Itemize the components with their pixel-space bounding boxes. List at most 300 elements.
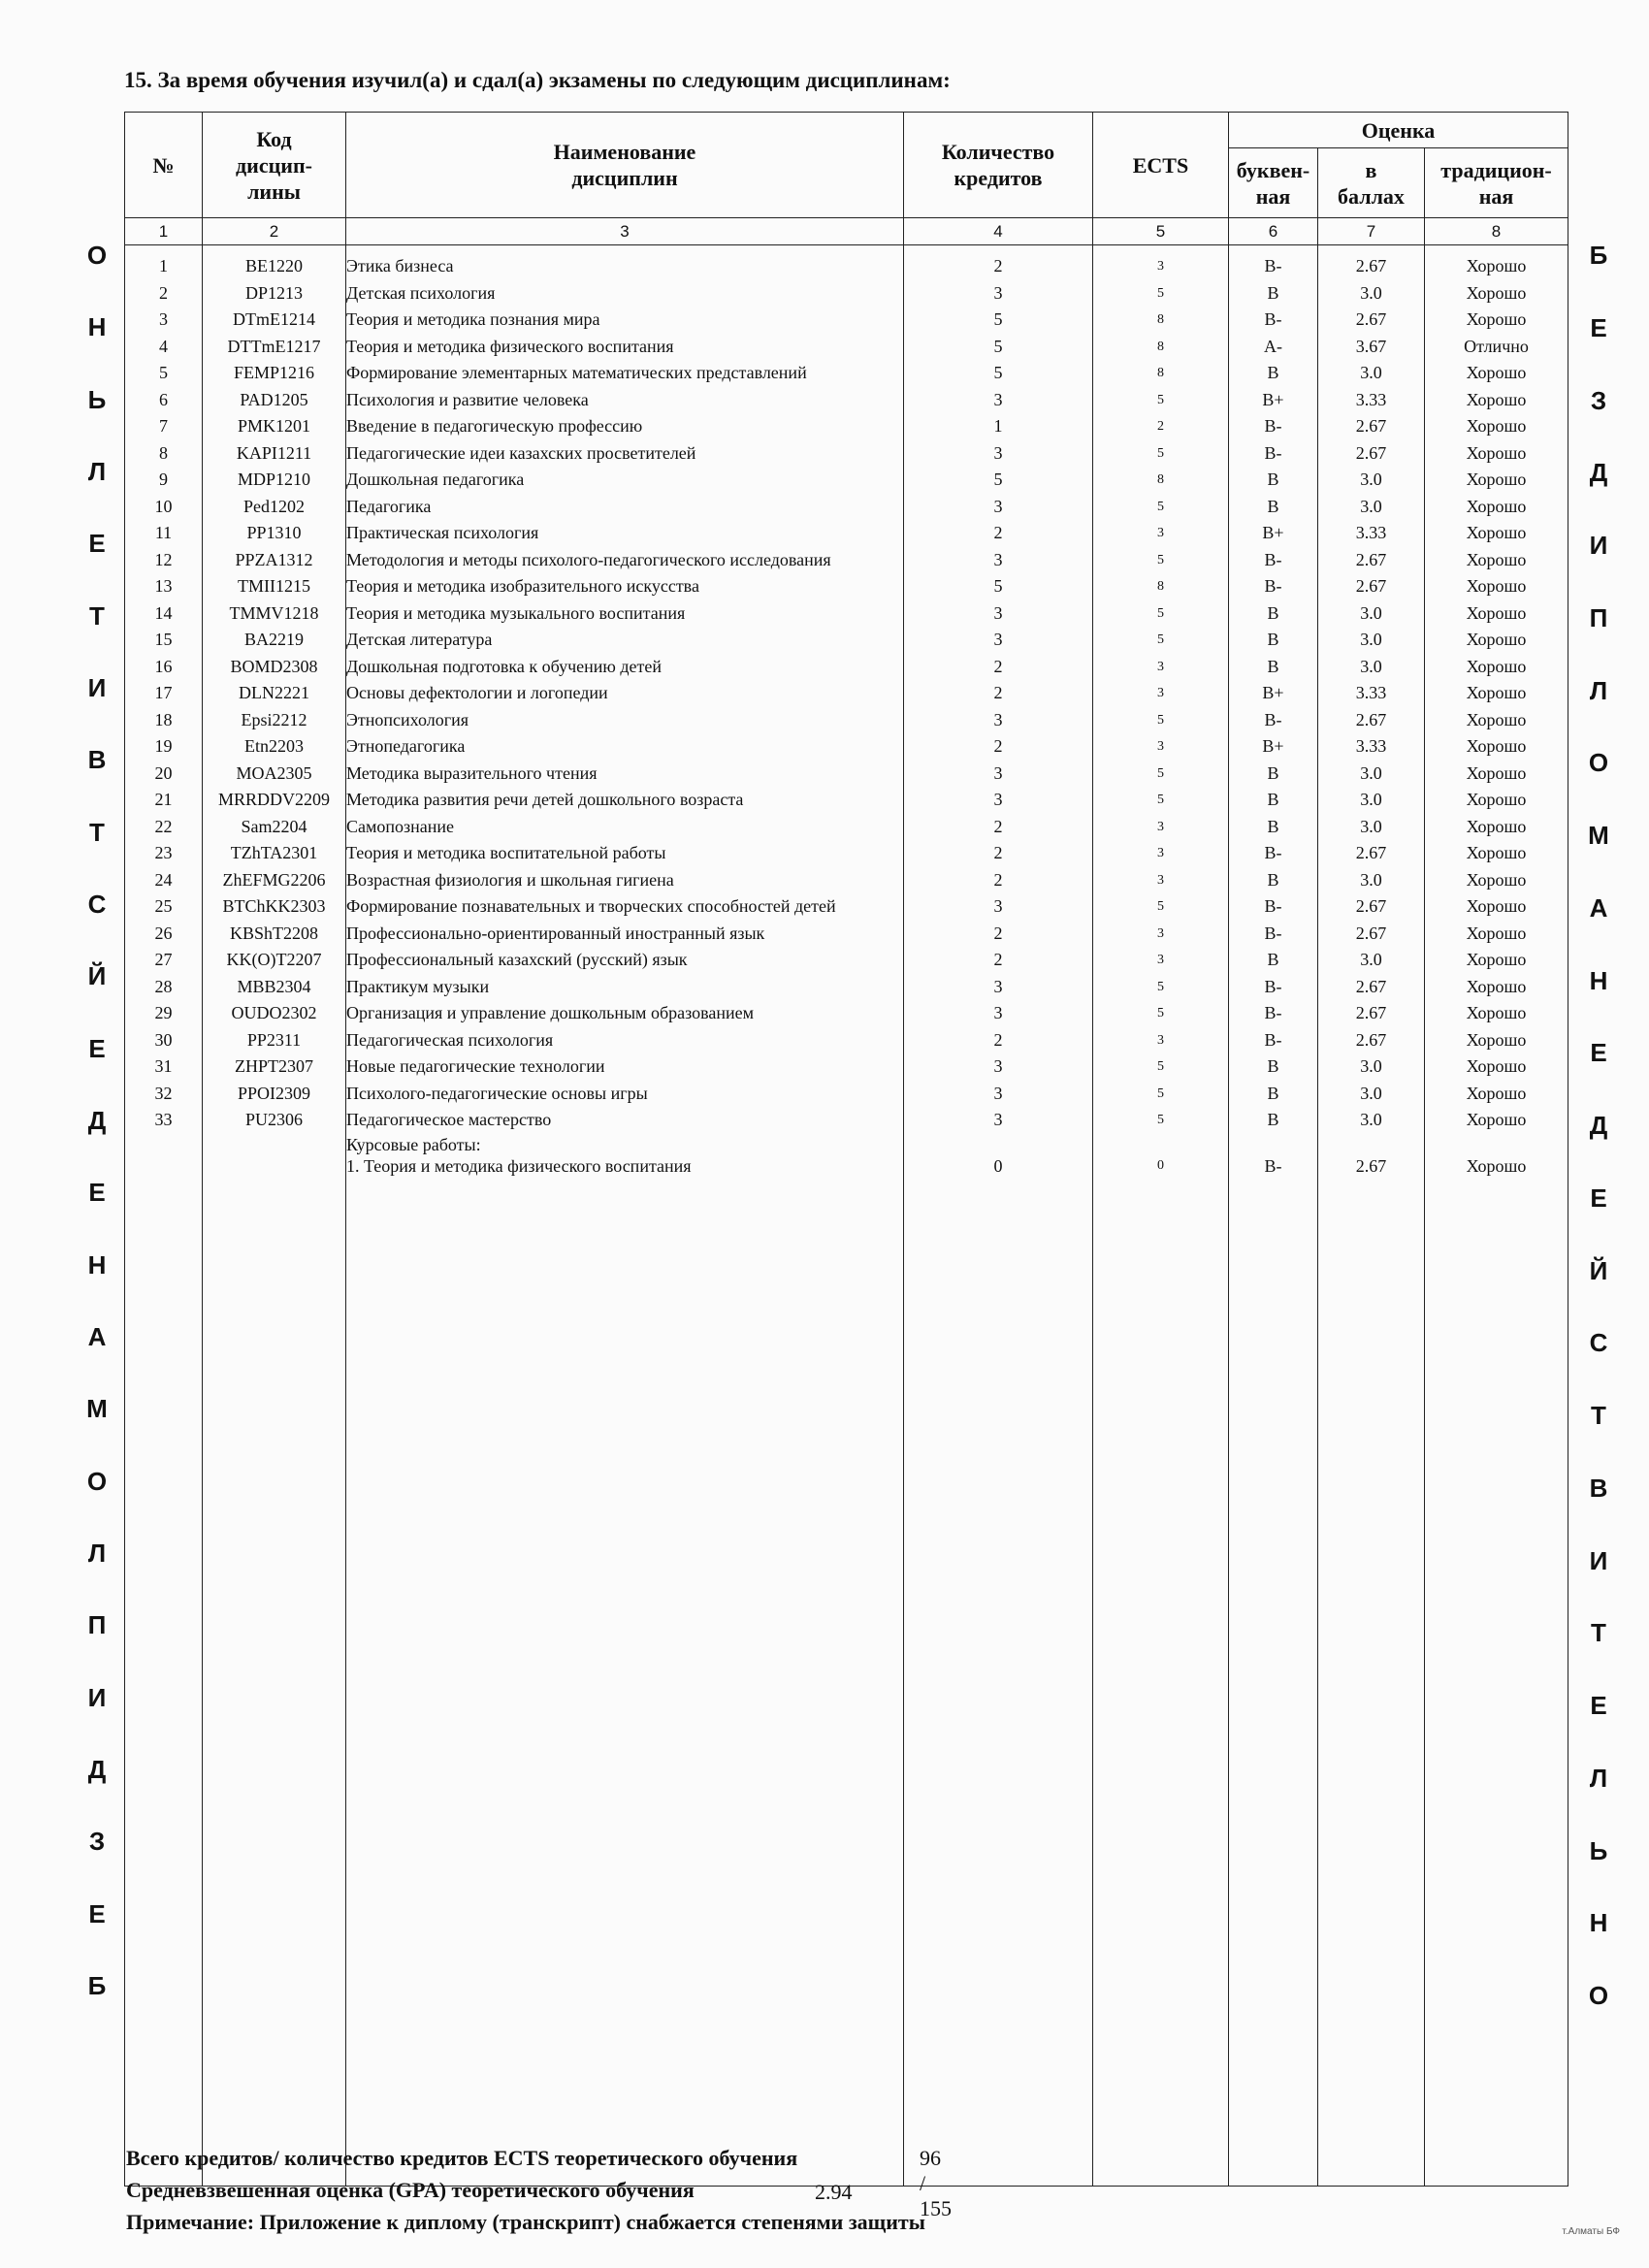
ects-cell: 8 xyxy=(1093,307,1229,334)
table-row xyxy=(125,547,1568,574)
discipline-name: Дошкольная педагогика xyxy=(346,467,904,494)
table-row xyxy=(125,1107,1568,1134)
coursework-number xyxy=(125,1134,203,1177)
grade-points: 3.0 xyxy=(1318,787,1425,814)
traditional-grade: Хорошо xyxy=(1425,520,1568,547)
column-number: 1 xyxy=(125,218,203,245)
table-row xyxy=(125,974,1568,1001)
row-number: 29 xyxy=(125,1000,203,1027)
row-number: 23 xyxy=(125,840,203,867)
coursework-points: 2.67 xyxy=(1318,1134,1425,1177)
coursework-ects: 0 xyxy=(1093,1134,1229,1177)
empty-cell xyxy=(1318,1177,1425,2187)
row-number: 32 xyxy=(125,1081,203,1108)
discipline-code: ZhEFMG2206 xyxy=(203,867,346,894)
letter-grade: B xyxy=(1229,1107,1318,1134)
credits-cell: 2 xyxy=(904,840,1093,867)
letter-grade: B+ xyxy=(1229,387,1318,414)
discipline-name: Формирование элементарных математических представлений xyxy=(346,360,904,387)
letter-grade: B xyxy=(1229,1053,1318,1081)
side-letter: Е xyxy=(88,529,106,559)
letter-grade: B- xyxy=(1229,893,1318,921)
coursework-credits: 0 xyxy=(904,1134,1093,1177)
table-row xyxy=(125,867,1568,894)
discipline-code: PAD1205 xyxy=(203,387,346,414)
credits-cell: 2 xyxy=(904,245,1093,280)
traditional-grade: Хорошо xyxy=(1425,413,1568,440)
side-letter: А xyxy=(87,1321,107,1351)
row-number: 6 xyxy=(125,387,203,414)
row-number: 27 xyxy=(125,947,203,974)
side-letter: О xyxy=(86,241,108,270)
table-row xyxy=(125,1053,1568,1081)
ects-cell: 5 xyxy=(1093,707,1229,734)
letter-grade: B xyxy=(1229,1081,1318,1108)
grade-points: 3.0 xyxy=(1318,360,1425,387)
credits-cell: 3 xyxy=(904,280,1093,308)
col-header-letter: буквен-ная xyxy=(1229,148,1318,218)
coursework-title: Курсовые работы: xyxy=(346,1134,481,1154)
discipline-name: Этика бизнеса xyxy=(346,245,904,280)
column-number: 2 xyxy=(203,218,346,245)
row-number: 22 xyxy=(125,814,203,841)
coursework-item: 1. Теория и методика физического воспитания xyxy=(346,1155,692,1176)
discipline-code: PMK1201 xyxy=(203,413,346,440)
credits-cell: 3 xyxy=(904,494,1093,521)
credits-cell: 3 xyxy=(904,600,1093,628)
ects-cell: 8 xyxy=(1093,360,1229,387)
letter-grade: B xyxy=(1229,787,1318,814)
side-letter: Л xyxy=(1589,675,1608,705)
row-number: 7 xyxy=(125,413,203,440)
grade-points: 2.67 xyxy=(1318,893,1425,921)
letter-grade: B- xyxy=(1229,1000,1318,1027)
ects-cell: 8 xyxy=(1093,467,1229,494)
grades-body xyxy=(125,245,1568,2187)
credits-cell: 5 xyxy=(904,360,1093,387)
grade-points: 3.0 xyxy=(1318,947,1425,974)
ects-cell: 5 xyxy=(1093,787,1229,814)
grade-points: 2.67 xyxy=(1318,245,1425,280)
col-header-credits: Количество кредитов xyxy=(904,113,1093,218)
footer-note: Примечание: Приложение к диплому (транскрипт) снабжается степенями защиты xyxy=(126,2210,925,2234)
side-letter: С xyxy=(1589,1328,1608,1358)
footer-credits-value: 96 / 155 xyxy=(920,2146,952,2220)
credits-cell: 3 xyxy=(904,974,1093,1001)
side-letter: Е xyxy=(88,1033,106,1063)
discipline-code: BOMD2308 xyxy=(203,654,346,681)
traditional-grade: Хорошо xyxy=(1425,1027,1568,1054)
grade-points: 2.67 xyxy=(1318,440,1425,468)
traditional-grade: Хорошо xyxy=(1425,893,1568,921)
discipline-name: Теория и методика музыкального воспитания xyxy=(346,600,904,628)
credits-cell: 3 xyxy=(904,1000,1093,1027)
grade-points: 2.67 xyxy=(1318,1000,1425,1027)
table-row xyxy=(125,947,1568,974)
row-number: 4 xyxy=(125,334,203,361)
row-number: 20 xyxy=(125,761,203,788)
side-letter: М xyxy=(1588,821,1609,850)
grade-points: 2.67 xyxy=(1318,413,1425,440)
ects-cell: 5 xyxy=(1093,600,1229,628)
discipline-name: Педагогическая психология xyxy=(346,1027,904,1054)
side-letter: И xyxy=(87,672,107,702)
footer-credits-label: Всего кредитов/ количество кредитов ECTS теоретического обучения xyxy=(126,2146,798,2170)
side-letter: Т xyxy=(1591,1401,1606,1430)
side-letter: О xyxy=(86,1466,108,1496)
grade-points: 2.67 xyxy=(1318,1027,1425,1054)
discipline-code: PPOI2309 xyxy=(203,1081,346,1108)
side-letter: Б xyxy=(1589,241,1608,270)
traditional-grade: Хорошо xyxy=(1425,307,1568,334)
ects-cell: 3 xyxy=(1093,1027,1229,1054)
grade-points: 2.67 xyxy=(1318,547,1425,574)
credits-cell: 3 xyxy=(904,1053,1093,1081)
side-letter: Д xyxy=(1589,458,1608,488)
credits-cell: 2 xyxy=(904,814,1093,841)
letter-grade: B xyxy=(1229,360,1318,387)
page-heading: 15. За время обучения изучил(а) и сдал(а) экзамены по следующим дисциплинам: xyxy=(124,68,951,92)
letter-grade: B- xyxy=(1229,307,1318,334)
discipline-code: TMII1215 xyxy=(203,573,346,600)
grade-points: 3.0 xyxy=(1318,494,1425,521)
table-row xyxy=(125,733,1568,761)
discipline-code: Etn2203 xyxy=(203,733,346,761)
row-number: 18 xyxy=(125,707,203,734)
side-letter: О xyxy=(1588,1981,1609,2010)
row-number: 12 xyxy=(125,547,203,574)
letter-grade: B- xyxy=(1229,921,1318,948)
discipline-name: Этнопсихология xyxy=(346,707,904,734)
credits-cell: 3 xyxy=(904,547,1093,574)
letter-grade: B- xyxy=(1229,707,1318,734)
grade-points: 2.67 xyxy=(1318,573,1425,600)
grade-points: 3.0 xyxy=(1318,761,1425,788)
coursework-row xyxy=(125,1134,1568,1177)
traditional-grade: Хорошо xyxy=(1425,840,1568,867)
ects-cell: 5 xyxy=(1093,1053,1229,1081)
side-letter: Д xyxy=(87,1105,107,1135)
grade-points: 3.67 xyxy=(1318,334,1425,361)
ects-cell: 3 xyxy=(1093,245,1229,280)
discipline-code: ZHPT2307 xyxy=(203,1053,346,1081)
discipline-code: PP2311 xyxy=(203,1027,346,1054)
grade-points: 3.33 xyxy=(1318,680,1425,707)
credits-cell: 3 xyxy=(904,893,1093,921)
empty-cell xyxy=(904,1177,1093,2187)
letter-grade: B+ xyxy=(1229,680,1318,707)
ects-cell: 3 xyxy=(1093,921,1229,948)
ects-cell: 2 xyxy=(1093,413,1229,440)
traditional-grade: Хорошо xyxy=(1425,947,1568,974)
traditional-grade: Отлично xyxy=(1425,334,1568,361)
table-row xyxy=(125,413,1568,440)
side-letter: Й xyxy=(87,961,107,991)
discipline-name: Введение в педагогическую профессию xyxy=(346,413,904,440)
discipline-code: PPZA1312 xyxy=(203,547,346,574)
side-letter: В xyxy=(1589,1473,1608,1503)
table-row xyxy=(125,1081,1568,1108)
discipline-name: Педагогика xyxy=(346,494,904,521)
discipline-code: FEMP1216 xyxy=(203,360,346,387)
column-number: 5 xyxy=(1093,218,1229,245)
empty-cell xyxy=(1229,1177,1318,2187)
credits-cell: 3 xyxy=(904,627,1093,654)
grade-points: 3.0 xyxy=(1318,867,1425,894)
row-number: 28 xyxy=(125,974,203,1001)
traditional-grade: Хорошо xyxy=(1425,494,1568,521)
row-number: 19 xyxy=(125,733,203,761)
discipline-name: Формирование познавательных и творческих способностей детей xyxy=(346,893,904,921)
side-letter: П xyxy=(1589,602,1608,632)
coursework-code xyxy=(203,1134,346,1177)
ects-cell: 3 xyxy=(1093,654,1229,681)
side-letter: П xyxy=(87,1610,107,1640)
side-letter: Е xyxy=(88,1898,106,1928)
traditional-grade: Хорошо xyxy=(1425,387,1568,414)
discipline-code: KAPI1211 xyxy=(203,440,346,468)
table-row xyxy=(125,893,1568,921)
side-letter: Н xyxy=(1589,965,1608,995)
column-number: 4 xyxy=(904,218,1093,245)
grade-points: 2.67 xyxy=(1318,840,1425,867)
grade-points: 2.67 xyxy=(1318,307,1425,334)
letter-grade: B- xyxy=(1229,440,1318,468)
side-letter: Е xyxy=(1590,312,1607,342)
discipline-name: Психолого-педагогические основы игры xyxy=(346,1081,904,1108)
side-letter: Ь xyxy=(87,384,107,414)
table-row xyxy=(125,494,1568,521)
discipline-name: Профессиональный казахский (русский) язык xyxy=(346,947,904,974)
discipline-name: Педагогические идеи казахских просветителей xyxy=(346,440,904,468)
credits-cell: 2 xyxy=(904,947,1093,974)
discipline-code: DTTmE1217 xyxy=(203,334,346,361)
letter-grade: B xyxy=(1229,467,1318,494)
traditional-grade: Хорошо xyxy=(1425,467,1568,494)
credits-cell: 2 xyxy=(904,654,1093,681)
discipline-name: Методика развития речи детей дошкольного возраста xyxy=(346,787,904,814)
table-row xyxy=(125,761,1568,788)
ects-cell: 5 xyxy=(1093,547,1229,574)
row-number: 5 xyxy=(125,360,203,387)
coursework-letter: B- xyxy=(1229,1134,1318,1177)
letter-grade: B- xyxy=(1229,840,1318,867)
traditional-grade: Хорошо xyxy=(1425,1053,1568,1081)
grade-points: 3.0 xyxy=(1318,654,1425,681)
side-letter: Й xyxy=(1589,1255,1608,1285)
credits-cell: 2 xyxy=(904,867,1093,894)
ects-cell: 5 xyxy=(1093,440,1229,468)
ects-cell: 5 xyxy=(1093,1107,1229,1134)
column-number: 6 xyxy=(1229,218,1318,245)
letter-grade: B xyxy=(1229,627,1318,654)
discipline-code: TZhTA2301 xyxy=(203,840,346,867)
letter-grade: B xyxy=(1229,654,1318,681)
ects-cell: 5 xyxy=(1093,974,1229,1001)
ects-cell: 5 xyxy=(1093,1081,1229,1108)
row-number: 21 xyxy=(125,787,203,814)
empty-cell xyxy=(1425,1177,1568,2187)
credits-cell: 3 xyxy=(904,387,1093,414)
empty-filler-row xyxy=(125,1177,1568,2187)
col-header-name: Наименование дисциплин xyxy=(346,113,904,218)
side-letter: Б xyxy=(87,1970,107,2000)
ects-cell: 3 xyxy=(1093,947,1229,974)
ects-cell: 5 xyxy=(1093,1000,1229,1027)
discipline-name: Основы дефектологии и логопедии xyxy=(346,680,904,707)
discipline-code: BE1220 xyxy=(203,245,346,280)
side-letter: Н xyxy=(87,1249,107,1280)
side-letter: Н xyxy=(87,312,107,342)
letter-grade: B- xyxy=(1229,245,1318,280)
side-letter: Е xyxy=(1590,1038,1607,1068)
column-number: 3 xyxy=(346,218,904,245)
discipline-code: PU2306 xyxy=(203,1107,346,1134)
letter-grade: B+ xyxy=(1229,520,1318,547)
discipline-name: Методика выразительного чтения xyxy=(346,761,904,788)
traditional-grade: Хорошо xyxy=(1425,707,1568,734)
discipline-code: MOA2305 xyxy=(203,761,346,788)
discipline-code: KBShT2208 xyxy=(203,921,346,948)
table-row xyxy=(125,334,1568,361)
traditional-grade: Хорошо xyxy=(1425,761,1568,788)
discipline-code: DLN2221 xyxy=(203,680,346,707)
letter-grade: B xyxy=(1229,761,1318,788)
discipline-name: Дошкольная подготовка к обучению детей xyxy=(346,654,904,681)
side-letter: Ь xyxy=(1589,1835,1608,1865)
credits-cell: 5 xyxy=(904,307,1093,334)
discipline-name: Психология и развитие человека xyxy=(346,387,904,414)
credits-cell: 5 xyxy=(904,573,1093,600)
side-letter: Т xyxy=(89,600,105,631)
ects-cell: 5 xyxy=(1093,761,1229,788)
footer-gpa-value: 2.94 xyxy=(815,2180,853,2204)
empty-cell xyxy=(125,1177,203,2187)
traditional-grade: Хорошо xyxy=(1425,787,1568,814)
table-row xyxy=(125,600,1568,628)
side-letter: О xyxy=(1588,748,1609,778)
discipline-name: Методология и методы психолого-педагогического исследования xyxy=(346,547,904,574)
side-text-left xyxy=(78,243,116,1998)
grade-points: 2.67 xyxy=(1318,974,1425,1001)
col-header-ects: ECTS xyxy=(1093,113,1229,218)
credits-cell: 2 xyxy=(904,921,1093,948)
column-number-row xyxy=(125,218,1568,245)
traditional-grade: Хорошо xyxy=(1425,360,1568,387)
letter-grade: B- xyxy=(1229,573,1318,600)
row-number: 15 xyxy=(125,627,203,654)
side-letter: Л xyxy=(87,456,107,486)
col-header-code: Код дисцип-лины xyxy=(203,113,346,218)
traditional-grade: Хорошо xyxy=(1425,1000,1568,1027)
credits-cell: 3 xyxy=(904,707,1093,734)
ects-cell: 5 xyxy=(1093,387,1229,414)
side-letter: Л xyxy=(87,1538,107,1568)
letter-grade: B xyxy=(1229,947,1318,974)
column-number: 7 xyxy=(1318,218,1425,245)
grade-points: 3.0 xyxy=(1318,600,1425,628)
ects-cell: 3 xyxy=(1093,520,1229,547)
table-row xyxy=(125,680,1568,707)
coursework-name xyxy=(346,1134,904,1177)
discipline-name: Новые педагогические технологии xyxy=(346,1053,904,1081)
traditional-grade: Хорошо xyxy=(1425,1107,1568,1134)
letter-grade: B+ xyxy=(1229,733,1318,761)
letter-grade: B- xyxy=(1229,547,1318,574)
credits-cell: 5 xyxy=(904,467,1093,494)
row-number: 13 xyxy=(125,573,203,600)
traditional-grade: Хорошо xyxy=(1425,600,1568,628)
table-row xyxy=(125,440,1568,468)
credits-cell: 2 xyxy=(904,733,1093,761)
row-number: 1 xyxy=(125,245,203,280)
side-text-right xyxy=(1579,243,1618,2008)
traditional-grade: Хорошо xyxy=(1425,733,1568,761)
discipline-code: DTmE1214 xyxy=(203,307,346,334)
discipline-name: Теория и методика физического воспитания xyxy=(346,334,904,361)
table-row xyxy=(125,814,1568,841)
letter-grade: B- xyxy=(1229,974,1318,1001)
empty-cell xyxy=(1093,1177,1229,2187)
grade-points: 3.0 xyxy=(1318,1053,1425,1081)
table-row xyxy=(125,921,1568,948)
grade-points: 3.33 xyxy=(1318,387,1425,414)
row-number: 8 xyxy=(125,440,203,468)
discipline-code: Epsi2212 xyxy=(203,707,346,734)
grade-points: 3.0 xyxy=(1318,467,1425,494)
side-letter: А xyxy=(1589,892,1608,923)
letter-grade: B xyxy=(1229,600,1318,628)
traditional-grade: Хорошо xyxy=(1425,573,1568,600)
discipline-code: Ped1202 xyxy=(203,494,346,521)
table-row xyxy=(125,840,1568,867)
discipline-code: Sam2204 xyxy=(203,814,346,841)
row-number: 11 xyxy=(125,520,203,547)
footer-gpa-label: Средневзвешенная оценка (GPA) теоретического обучения xyxy=(126,2178,695,2202)
discipline-code: DP1213 xyxy=(203,280,346,308)
row-number: 3 xyxy=(125,307,203,334)
letter-grade: B xyxy=(1229,280,1318,308)
table-row xyxy=(125,787,1568,814)
row-number: 30 xyxy=(125,1027,203,1054)
ects-cell: 3 xyxy=(1093,867,1229,894)
discipline-code: MRRDDV2209 xyxy=(203,787,346,814)
traditional-grade: Хорошо xyxy=(1425,440,1568,468)
side-letter: С xyxy=(87,889,107,919)
traditional-grade: Хорошо xyxy=(1425,1081,1568,1108)
table-row xyxy=(125,360,1568,387)
grade-points: 3.0 xyxy=(1318,627,1425,654)
traditional-grade: Хорошо xyxy=(1425,654,1568,681)
traditional-grade: Хорошо xyxy=(1425,867,1568,894)
table-row xyxy=(125,467,1568,494)
discipline-name: Этнопедагогика xyxy=(346,733,904,761)
row-number: 9 xyxy=(125,467,203,494)
side-letter: И xyxy=(1589,531,1608,560)
side-letter: И xyxy=(1589,1545,1608,1575)
row-number: 33 xyxy=(125,1107,203,1134)
grade-points: 2.67 xyxy=(1318,707,1425,734)
row-number: 26 xyxy=(125,921,203,948)
row-number: 17 xyxy=(125,680,203,707)
credits-cell: 3 xyxy=(904,440,1093,468)
table-row xyxy=(125,627,1568,654)
col-header-no: № xyxy=(125,113,203,218)
side-letter: Н xyxy=(1589,1908,1608,1938)
col-header-points: в баллах xyxy=(1318,148,1425,218)
side-letter: И xyxy=(87,1682,107,1712)
row-number: 14 xyxy=(125,600,203,628)
